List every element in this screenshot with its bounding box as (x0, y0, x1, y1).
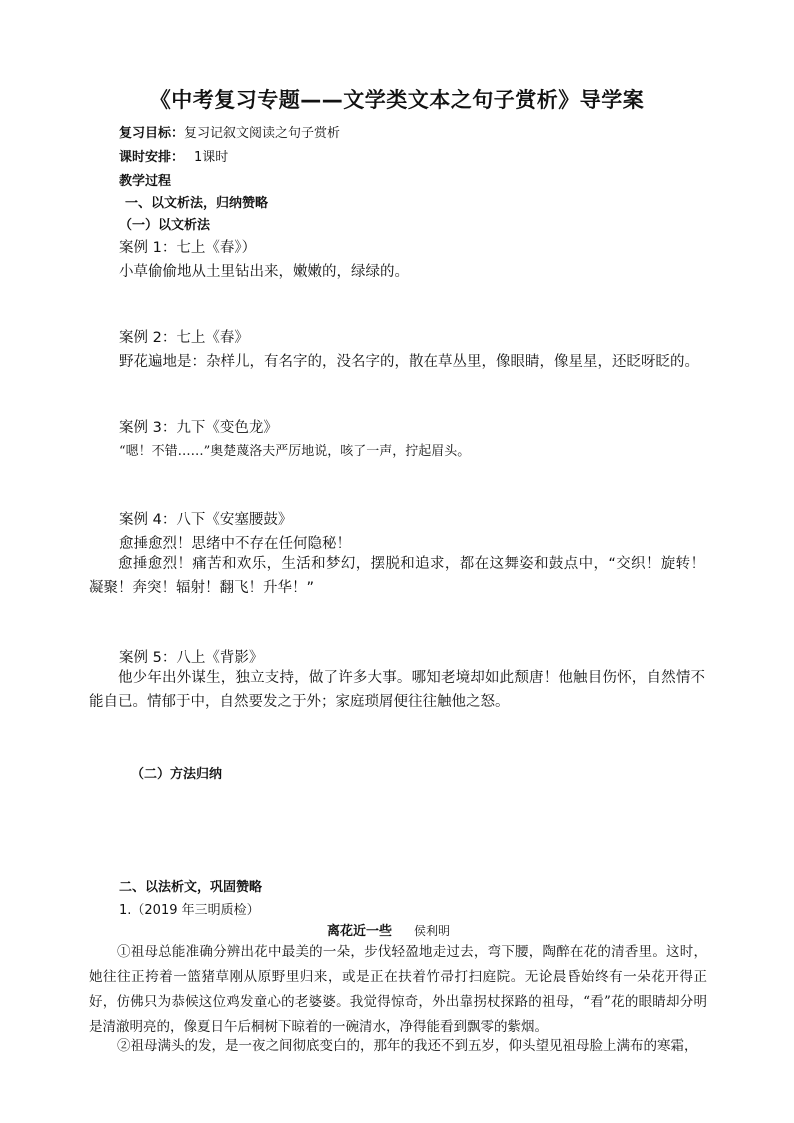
schedule-value: 1课时 (194, 150, 229, 165)
case-4-label: 案例 4：八下《安塞腰鼓》 (119, 512, 293, 528)
case-1-label: 案例 1：七上《春》） (119, 240, 257, 256)
case-2-label: 案例 2：七上《春》 (119, 330, 249, 346)
case-3-text: “嗯！不错……”奥楚蔑洛夫严厉地说，咳了一声，拧起眉头。 (119, 444, 471, 459)
process-heading: 教学过程 (119, 174, 172, 189)
case-3-label: 案例 3：九下《变色龙》 (119, 420, 278, 436)
part2-heading: 二、以法析文，巩固赞略 (119, 880, 263, 895)
goal-value: 复习记叙文阅读之句子赏析 (184, 126, 341, 141)
case-1-text: 小草偷偷地从土里钻出来，嫩嫩的，绿绿的。 (119, 264, 409, 280)
schedule-label: 课时安排： (119, 150, 185, 165)
schedule-line (119, 146, 228, 165)
case-5-label: 案例 5：八上《背影》 (119, 650, 264, 666)
article-byline (327, 920, 450, 939)
case-4-line1: 愈捶愈烈！思绪中不存在任何隐秘！ (119, 536, 351, 552)
page-title: 《中考复习专题——文学类文本之句子赏析》导学案 (149, 88, 645, 112)
article-paragraph-1: ①祖母总能准确分辨出花中最美的一朵，步伐轻盈地走过去，弯下腰，陶醉在花的清香里。这时，她往往正挎着一篮猪草刚从原野里归来，或是正在扶着竹帚打扫庭院。无论晨昏始终有一朵花开得正好，仿佛只为恭候这位鸡发童心的老婆婆。我觉得惊奇，外出靠拐杖探路的祖母，“看”花的眼睛却分明是清澈明亮的，像夏日午后桐树下晾着的一碗清水，净得能看到飘零的紫烟。 (89, 944, 707, 1035)
goal-line (119, 122, 340, 141)
goal-label: 复习目标： (119, 126, 185, 141)
part1-sub1: （一）以文析法 (119, 218, 211, 233)
case-2-text: 野花遍地是：杂样儿，有名字的，没名字的，散在草丛里，像眼睛，像星星，还眨呀眨的。 (119, 354, 699, 370)
part1-sub2: （二）方法归纳 (131, 767, 223, 782)
part2-item: 1.（2019 年三明质检） (119, 903, 260, 918)
case-5-text: 他少年出外谋生，独立支持，做了许多大事。哪知老境却如此颓唐！他触目伤怀，自然情不能自已。情郁于中，自然要发之于外；家庭琐屑便往往触他之怒。 (89, 670, 705, 710)
case-4-line2: 愈捶愈烈！痛苦和欢乐，生活和梦幻，摆脱和追求，都在这舞姿和鼓点中，“交织！旋转！凝聚！奔突！辐射！翻飞！升华！” (89, 556, 705, 596)
article-paragraph-2: ②祖母满头的发，是一夜之间彻底变白的，那年的我还不到五岁，仰头望见祖母脸上满布的寒霜， (117, 1038, 698, 1054)
part1-heading: 一、以文析法，归纳赞略 (125, 196, 269, 211)
article-title: 离花近一些 (327, 924, 393, 939)
article-author: 侯利明 (414, 924, 451, 938)
